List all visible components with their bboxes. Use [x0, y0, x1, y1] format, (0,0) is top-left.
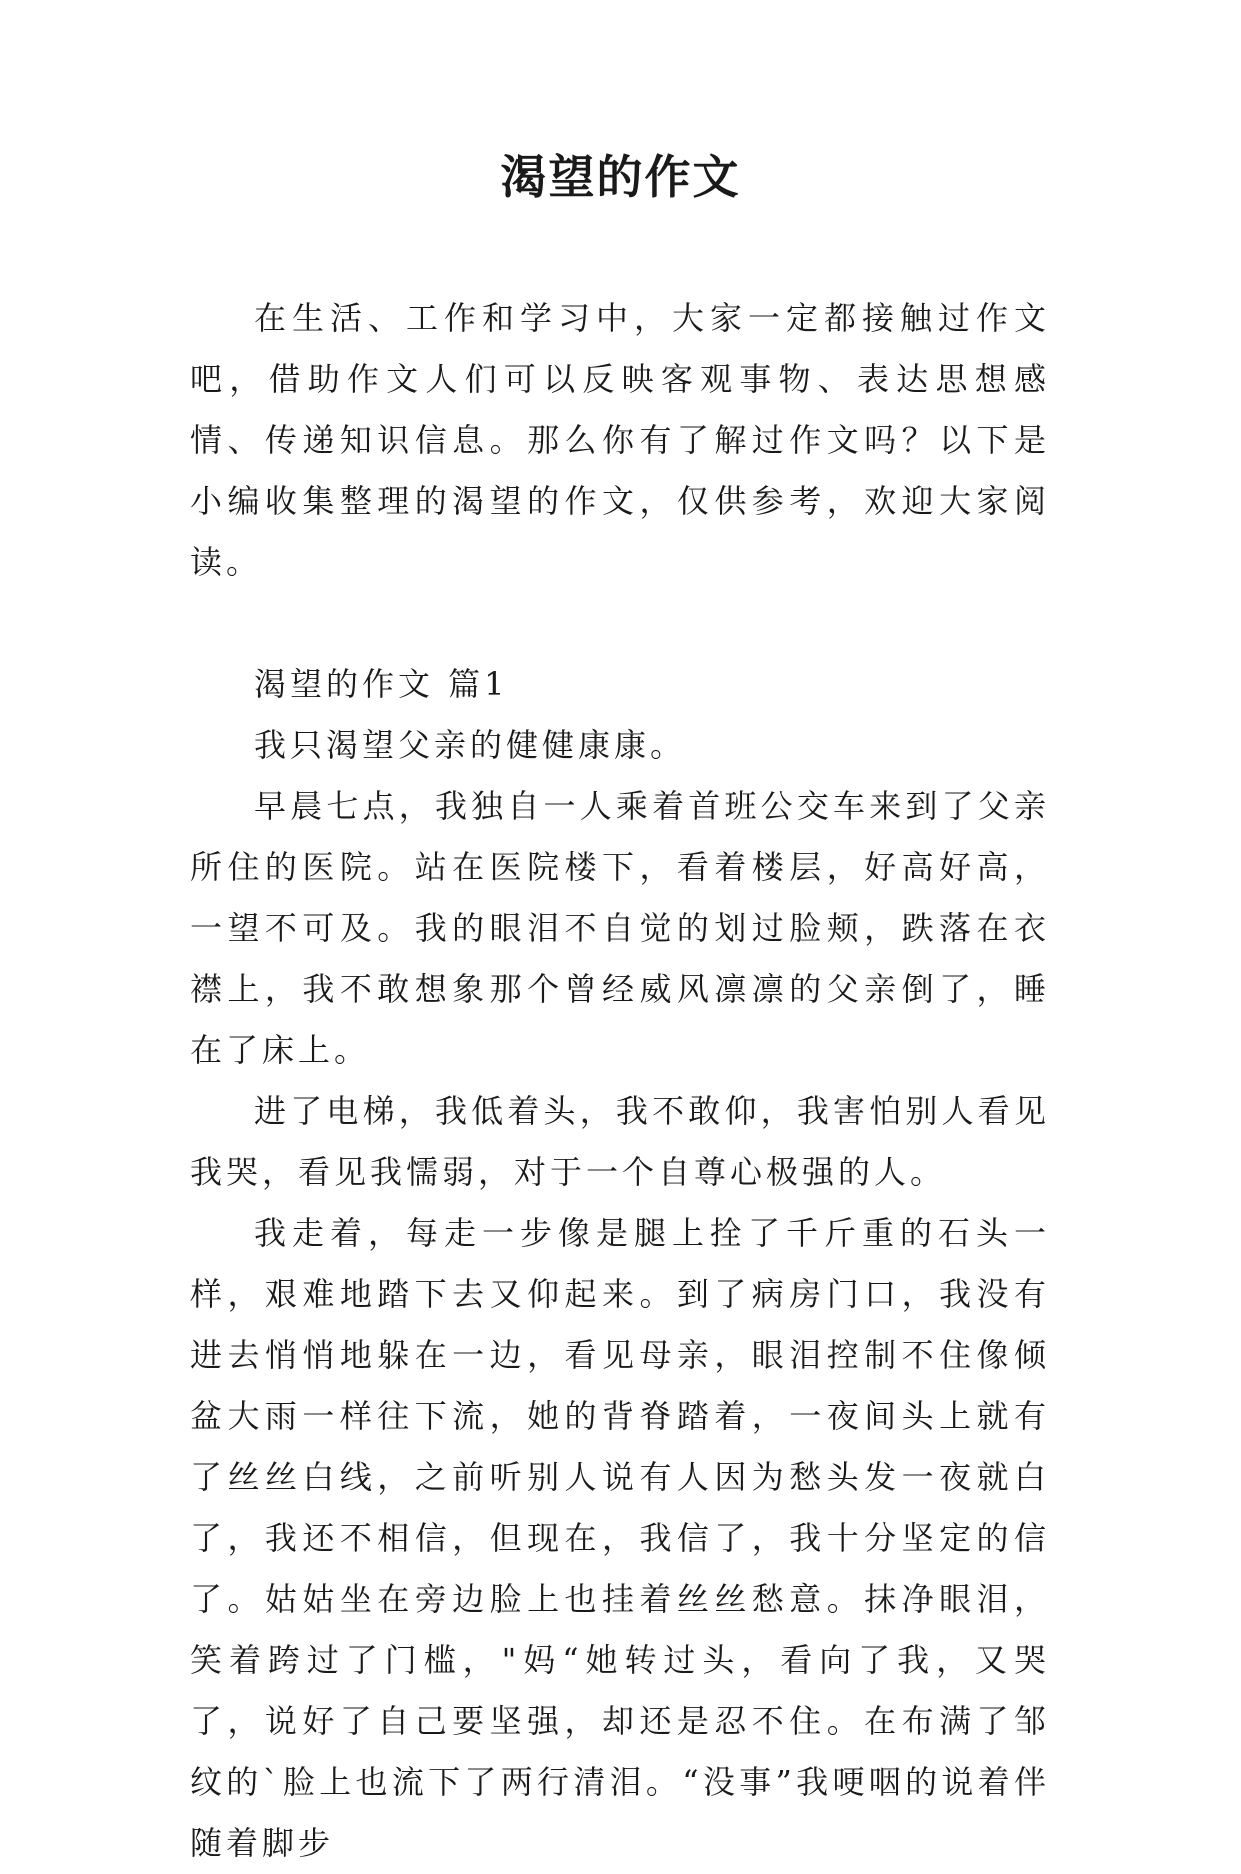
- spacer: [190, 593, 1050, 654]
- body-paragraph: 我只渴望父亲的健健康康。: [254, 726, 687, 764]
- document-title: 渴望的作文: [500, 150, 741, 204]
- body-paragraph: 早晨七点，我独自一人乘着首班公交车来到了父亲所住的医院。站在医院楼下，看着楼层，好高好高，一望不可及。我的眼泪不自觉的划过脸颊，跌落在衣襟上，我不敢想象那个曾经威风凛凛的父亲倒了，睡在了床上。: [190, 787, 1050, 1069]
- document-body: [190, 288, 1050, 1874]
- body-paragraph: 进了电梯，我低着头，我不敢仰，我害怕别人看见我哭，看见我懦弱，对于一个自尊心极强的人。: [190, 1092, 1050, 1191]
- section-heading: 渴望的作文 篇1: [254, 665, 509, 703]
- body-paragraph: 我走着，每走一步像是腿上拴了千斤重的石头一样，艰难地踏下去又仰起来。到了病房门口，我没有进去悄悄地躲在一边，看见母亲，眼泪控制不住像倾盆大雨一样往下流，她的背脊踏着，一夜间头上就有了丝丝白线，之前听别人说有人因为愁头发一夜就白了，我还不相信，但现在，我信了，我十分坚定的信了。姑姑坐在旁边脸上也挂着丝丝愁意。抹净眼泪，笑着跨过了门槛，"妈“她转过头，看向了我，又哭了，说好了自己要坚强，却还是忍不住。在布满了邹纹的`脸上也流下了两行清泪。“没事”我哽咽的说着伴随着脚步: [190, 1214, 1050, 1862]
- intro-paragraph: 在生活、工作和学习中，大家一定都接触过作文吧，借助作文人们可以反映客观事物、表达思想感情、传递知识信息。那么你有了解过作文吗？以下是小编收集整理的渴望的作文，仅供参考，欢迎大家阅读。: [190, 299, 1050, 581]
